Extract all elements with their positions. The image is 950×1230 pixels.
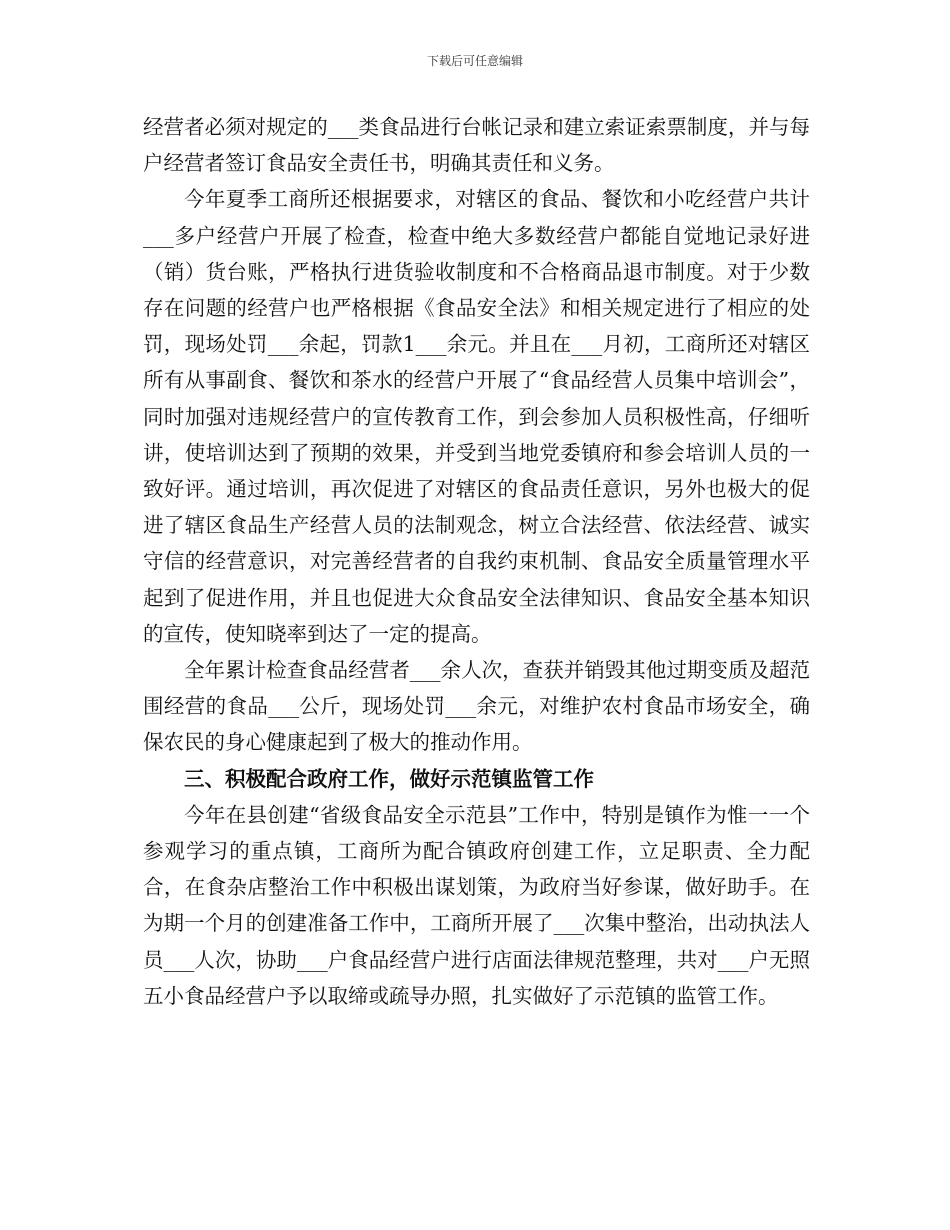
paragraph-summer-inspection: 今年夏季工商所还根据要求，对辖区的食品、餐饮和小吃经营户共计___多户经营户开展了检查，检查中绝大多数经营户都能自觉地记录好进（销）货台账，严格执行进货验收制度和不合格商品退市制度。对于少数存在问题的经营户也严格根据《食品安全法》和相关规定进行了相应的处罚，现场处罚___余起，罚款1___余元。并且在___月初，工商所还对辖区所有从事副食、餐饮和茶水的经营户开展了“食品经营人员集中培训会”，同时加强对违规经营户的宣传教育工作，到会参加人员积极性高，仔细听讲，使培训达到了预期的效果，并受到当地党委镇府和参会培训人员的一致好评。通过培训，再次促进了对辖区的食品责任意识，另外也极大的促进了辖区食品生产经营人员的法制观念，树立合法经营、依法经营、诚实守信的经营意识，对完善经营者的自我约束机制、食品安全质量管理水平起到了促进作用，并且也促进大众食品安全法律知识、食品安全基本知识的宣传，使知晓率到达了一定的提高。 [143,187,810,646]
page-header: 下载后可任意编辑 [426,54,523,68]
paragraph-annual-inspection: 全年累计检查食品经营者___余人次，查获并销毁其他过期变质及超范围经营的食品___公斤，现场处罚___余元，对维护农村食品市场安全，确保农民的身心健康起到了极大的推动作用。 [143,658,810,755]
paragraph-continuation: 经营者必须对规定的___类食品进行台帐记录和建立索证索票制度，并与每户经营者签订食品安全责任书，明确其责任和义务。 [143,115,810,176]
section-heading: 三、积极配合政府工作，做好示范镇监管工作 [184,766,594,791]
document-body [143,109,810,1014]
paragraph-demonstration-town: 今年在县创建“省级食品安全示范县”工作中，特别是镇作为惟一一个参观学习的重点镇，工商所为配合镇政府创建工作，立足职责、全力配合，在食杂店整治工作中积极出谋划策，为政府当好参谋，做好助手。在为期一个月的创建准备工作中，工商所开展了___次集中整治，出动执法人员___人次，协助___户食品经营户进行店面法律规范整理，共对___户无照五小食品经营户予以取缔或疏导办照，扎实做好了示范镇的监管工作。 [143,802,810,1008]
